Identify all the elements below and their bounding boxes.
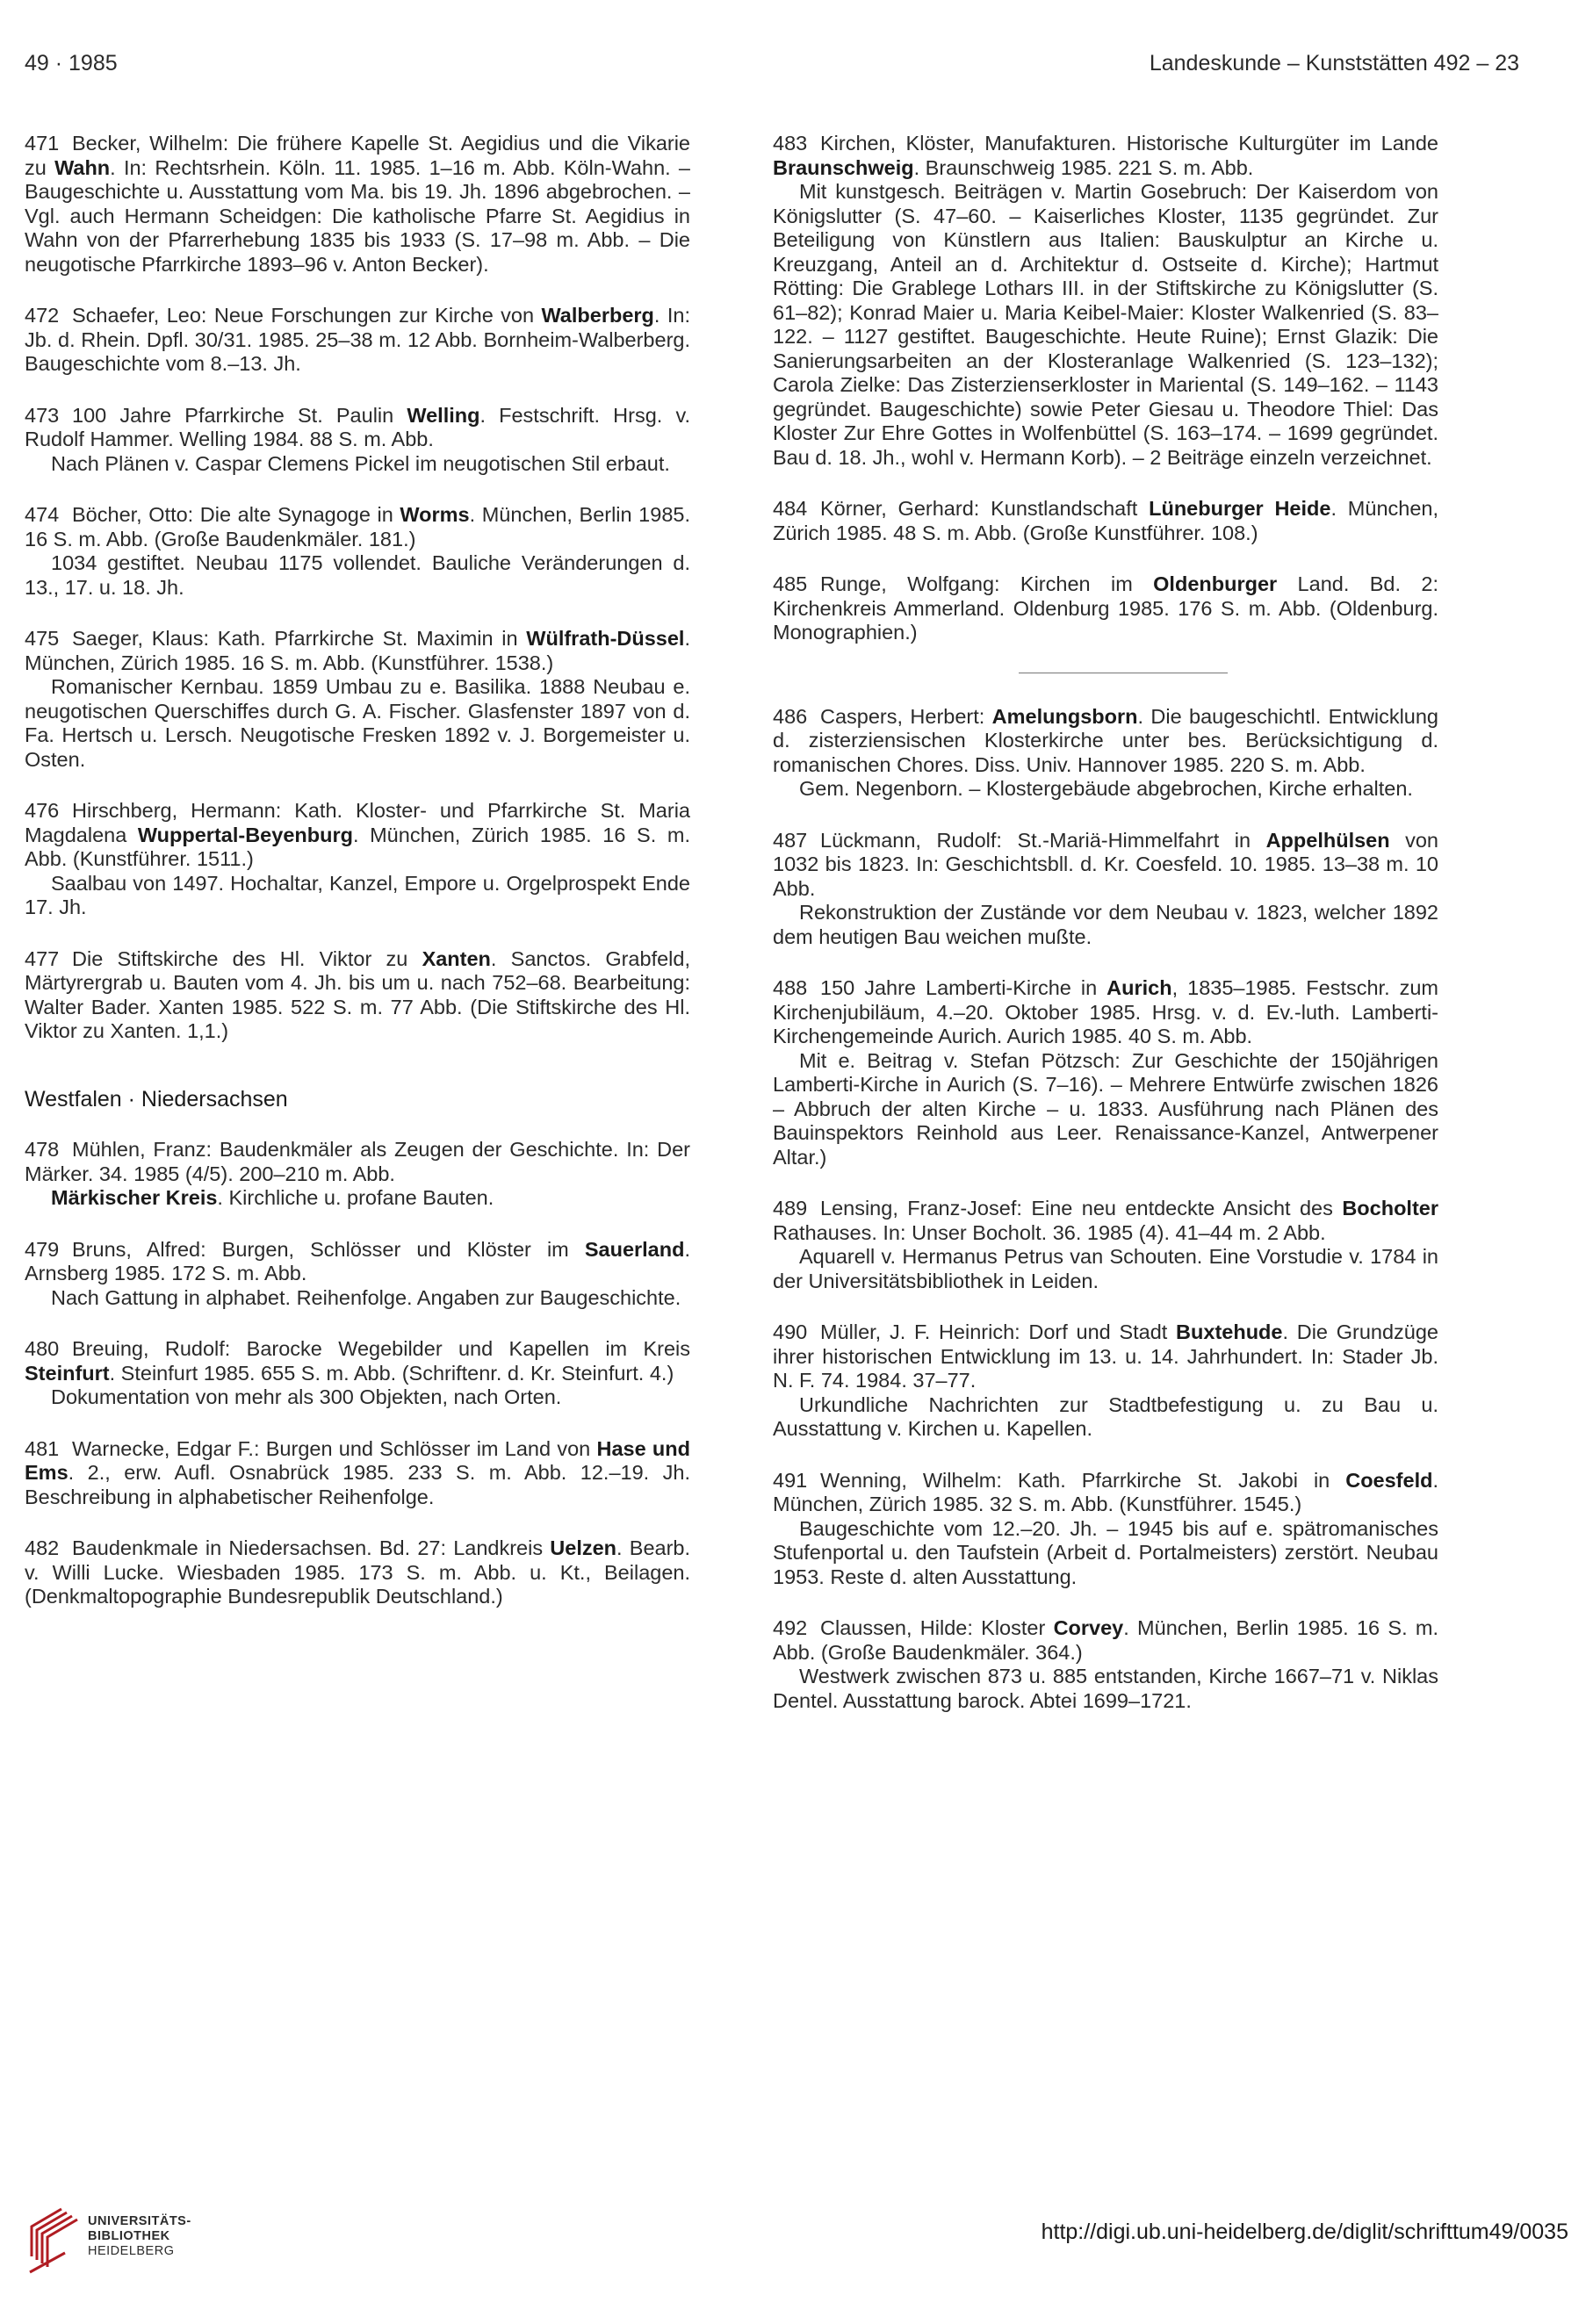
entry-citation [25, 1437, 690, 1510]
entry-text: Kirchen, Klöster, Manufakturen. Historische Kulturgüter im Lande [820, 132, 1438, 155]
place-name: Braunschweig [773, 155, 914, 179]
entry-text: Dokumentation von mehr als 300 Objekten, nach Orten. [51, 1385, 562, 1408]
entry-text: Baugeschichte vom 12.–20. Jh. – 1945 bis auf e. spätromanisches Stufenportal u. den Taufstein (Arbeit d. Portalmeisters) zerstört. Neubau 1953. Reste d. alten Ausstattung. [773, 1516, 1438, 1588]
entry-number: 476 [25, 799, 60, 822]
entry-text: . München, Zürich 1985. 48 S. m. Abb. (Große Kunstführer. 108.) [773, 497, 1438, 544]
entry-text: Land. Bd. 2: Kirchenkreis Ammerland. Oldenburg 1985. 176 S. m. Abb. (Oldenburg. Monographien.) [773, 572, 1438, 644]
entry-text: . München, Zürich 1985. 16 S. m. Abb. (Kunstführer. 1538.) [25, 627, 690, 674]
bibliography-entry [25, 1238, 690, 1311]
entry-text: Gem. Negenborn. – Klostergebäude abgebrochen, Kirche erhalten. [799, 777, 1413, 800]
bibliography-entry [25, 1138, 690, 1211]
entry-note [25, 1286, 690, 1311]
entry-citation [773, 497, 1438, 545]
entry-number: 489 [773, 1197, 808, 1220]
entry-note [25, 452, 690, 477]
bibliography-entry [773, 829, 1438, 950]
entry-text: . In: Rechtsrhein. Köln. 11. 1985. 1–16 m. Abb. Köln-Wahn. – Baugeschichte u. Ausstattung vom Ma. bis 19. Jh. 1896 abgebrochen. – Vgl. auch Hermann Scheidgen: Die katholische Pfarre St. Aegidius in Wahn von der Pfarrerhebung 1835 bis 1933 (S. 17–98 m. Abb. – Die neugotische Pfarrkirche 1893–96 v. Anton Becker). [25, 155, 690, 276]
page-header [25, 51, 1519, 81]
entry-number: 487 [773, 828, 808, 852]
entry-citation [773, 976, 1438, 1049]
entry-citation [773, 132, 1438, 180]
entry-text: Lückmann, Rudolf: St.-Mariä-Himmelfahrt in [820, 828, 1266, 852]
entry-number: 481 [25, 1436, 60, 1460]
entry-text: Nach Plänen v. Caspar Clemens Pickel im neugotischen Stil erbaut. [51, 451, 670, 475]
place-name: Sauerland [584, 1237, 685, 1261]
logo-line-3: HEIDELBERG [88, 2244, 175, 2258]
entries-rheinland [25, 132, 690, 1044]
bibliography-entry [25, 503, 690, 600]
entry-text: Breuing, Rudolf: Barocke Wegebilder und Kapellen im Kreis [72, 1337, 690, 1360]
logo-line-1: UNIVERSITÄTS- [88, 2214, 191, 2228]
bibliography-entry [773, 1197, 1438, 1293]
entry-text: . Arnsberg 1985. 172 S. m. Abb. [25, 1237, 690, 1284]
entry-number: 491 [773, 1468, 808, 1492]
entry-number: 492 [773, 1616, 808, 1639]
entries-westfalen [25, 1138, 690, 1609]
entry-number: 479 [25, 1237, 60, 1261]
bibliography-entry [773, 976, 1438, 1169]
entry-text: . Braunschweig 1985. 221 S. m. Abb. [913, 155, 1254, 179]
bibliography-entry [773, 705, 1438, 802]
place-name: Wahn [54, 155, 111, 179]
entry-text: 100 Jahre Pfarrkirche St. Paulin [72, 403, 407, 427]
place-name: Welling [407, 403, 480, 427]
bibliography-entry [773, 1616, 1438, 1713]
bibliography-entry [25, 404, 690, 477]
section-heading: Westfalen · Niedersachsen [25, 1086, 288, 1112]
bibliography-entry [25, 627, 690, 772]
entry-note [773, 1049, 1438, 1170]
header-left: 49 · 1985 [25, 51, 118, 76]
bibliography-entry [25, 799, 690, 920]
entry-citation [25, 1138, 690, 1186]
entry-text: Mühlen, Franz: Baudenkmäler als Zeugen der Geschichte. In: Der Märker. 34. 1985 (4/5). 200–210 m. Abb. [25, 1138, 690, 1185]
entry-text: , 1835–1985. Festschr. zum Kirchenjubiläum, 4.–20. Oktober 1985. Hrsg. v. d. Ev.-luth. Lamberti-Kirchengemeinde Aurich. Aurich 1985. 40 S. m. Abb. [773, 976, 1439, 1047]
logo-line-2: BIBLIOTHEK [88, 2229, 170, 2243]
entry-text: Runge, Wolfgang: Kirchen im [820, 572, 1154, 595]
entry-note [25, 675, 690, 772]
entry-citation [25, 404, 690, 452]
entry-citation [773, 705, 1438, 778]
right-column [773, 132, 1438, 1740]
library-logo[interactable] [26, 2202, 255, 2281]
entry-text: . München, Berlin 1985. 16 S. m. Abb. (Große Baudenkmäler. 181.) [25, 503, 690, 550]
entry-text: Baudenkmale in Niedersachsen. Bd. 27: Landkreis [72, 1536, 551, 1559]
entry-text: . Sanctos. Grabfeld, Märtyrergrab u. Bauten vom 4. Jh. bis um u. nach 752–68. Bearbeitung: Walter Bader. Xanten 1985. 522 S. m. 77 Abb. (Die Stiftskirche des Hl. Viktor zu Xanten. 1,1.) [25, 946, 690, 1042]
entry-text: . In: Jb. d. Rhein. Dpfl. 30/31. 1985. 25–38 m. 12 Abb. Bornheim-Walberberg. Baugeschichte vom 8.–13. Jh. [25, 304, 690, 375]
entry-number: 471 [25, 132, 60, 155]
entry-text: Wenning, Wilhelm: Kath. Pfarrkirche St. Jakobi in [820, 1468, 1346, 1492]
entry-text: Claussen, Hilde: Kloster [820, 1616, 1054, 1639]
entry-note [773, 1245, 1438, 1293]
entry-text: . 2., erw. Aufl. Osnabrück 1985. 233 S. m. Abb. 12.–19. Jh. Beschreibung in alphabetischer Reihenfolge. [25, 1461, 690, 1508]
entry-citation [773, 1469, 1438, 1517]
entry-text: Böcher, Otto: Die alte Synagoge in [72, 503, 400, 526]
place-name: Uelzen [550, 1536, 617, 1559]
entry-text: Saeger, Klaus: Kath. Pfarrkirche St. Maximin in [72, 627, 527, 650]
entry-note [25, 1186, 690, 1211]
bibliography-entry [773, 1469, 1438, 1590]
entry-note [773, 1393, 1438, 1442]
place-name: Bocholter [1342, 1197, 1438, 1220]
place-name: Coesfeld [1345, 1468, 1433, 1492]
entry-text: Romanischer Kernbau. 1859 Umbau zu e. Basilika. 1888 Neubau e. neugotischen Querschiffes durch G. A. Fischer. Glasfenster 1897 von d. Fa. Hertsch u. Lersch. Neugotische Fresken 1892 v. J. Borgemeister u. Osten. [25, 675, 690, 771]
entry-number: 472 [25, 304, 60, 327]
entry-note [773, 180, 1438, 470]
place-name: Märkischer Kreis [51, 1186, 218, 1209]
entry-citation [25, 304, 690, 377]
entry-text: . Die baugeschichtl. Entwicklung d. zisterziensischen Klosterkirche unter bes. Berücksichtigung d. romanischen Chores. Diss. Univ. Hannover 1985. 220 S. m. Abb. [773, 704, 1439, 776]
place-name: Corvey [1053, 1616, 1124, 1639]
entry-citation [773, 1320, 1438, 1393]
entry-note [25, 551, 690, 600]
entry-number: 482 [25, 1536, 60, 1559]
entry-number: 474 [25, 503, 60, 526]
entry-note [773, 1665, 1438, 1713]
entry-text: 150 Jahre Lamberti-Kirche in [820, 976, 1107, 999]
entry-text: Warnecke, Edgar F.: Burgen und Schlösser im Land von [72, 1436, 597, 1460]
entries-right-bottom [773, 705, 1438, 1714]
entry-citation [25, 627, 690, 675]
entry-text: Müller, J. F. Heinrich: Dorf und Stadt [820, 1320, 1177, 1343]
bibliography-entry [773, 132, 1438, 470]
entry-text: von 1032 bis 1823. In: Geschichtsbll. d. Kr. Coesfeld. 10. 1985. 13–38 m. 10 Abb. [773, 828, 1438, 900]
entries-right-top [773, 132, 1438, 645]
entry-note [25, 1385, 690, 1410]
entry-text: Hirschberg, Hermann: Kath. Kloster- und Pfarrkirche St. Maria Magdalena [25, 799, 690, 846]
entry-number: 477 [25, 946, 60, 970]
entry-citation [25, 503, 690, 551]
entry-note [773, 901, 1438, 949]
entry-citation [25, 1238, 690, 1286]
place-name: Xanten [422, 946, 491, 970]
entry-text: Mit kunstgesch. Beiträgen v. Martin Gosebruch: Der Kaiserdom von Königslutter (S. 47–60. – Kaiserliches Kloster, 1135 gegründet. Zur Beteiligung von Künstlern aus Italien: Bauskulptur an Kirche u. Kreuzgang, Anteil an d. Architektur d. Ostseite d. Kirche); Hartmut Rötting: Die Grablege Lothars III. in der Stiftskirche zu Königslutter (S. 61–82); Konrad Maier u. Maria Keibel-Maier: Kloster Walkenried (S. 83–122. – 1127 gestiftet. Baugeschichte. Heute Ruine); Ernst Glazik: Die Sanierungsarbeiten an der Klosteranlage Walkenried (S. 123–132); Carola Zielke: Das Zisterzienserkloster in Mariental (S. 149–162. – 1143 gegründet. Baugeschichte) sowie Peter Giesau u. Theodore Thiel: Das Kloster Zur Ehre Gottes in Wolfenbüttel (S. 163–174. – 1699 gegründet. Bau d. 18. Jh., wohl v. Hermann Korb). – 2 Beiträge einzeln verzeichnet. [773, 180, 1438, 469]
entry-text: Caspers, Herbert: [820, 704, 992, 728]
entry-text: Mit e. Beitrag v. Stefan Pötzsch: Zur Geschichte der 150jährigen Lamberti-Kirche in Aurich (S. 7–16). – Mehrere Entwürfe zwischen 1826 – Abbruch der alten Kirche – u. 1833. Ausführung nach Plänen des Bauinspektors Reinhold aus Leer. Renaissance-Kanzel, Antwerpener Altar.) [773, 1048, 1438, 1169]
entry-text: Die Stiftskirche des Hl. Viktor zu [72, 946, 422, 970]
entry-text: Bruns, Alfred: Burgen, Schlösser und Klöster im [72, 1237, 585, 1261]
entry-citation [773, 572, 1438, 645]
entry-number: 483 [773, 132, 808, 155]
bibliography-entry [773, 497, 1438, 545]
entry-number: 485 [773, 572, 808, 595]
bibliography-entry [25, 132, 690, 277]
place-name: Wülfrath-Düssel [526, 627, 685, 650]
library-logo-text [88, 2214, 191, 2259]
entry-text: . Die Grundzüge ihrer historischen Entwicklung im 13. u. 14. Jahrhundert. In: Stader Jb. N. F. 74. 1984. 37–77. [773, 1320, 1438, 1392]
entry-citation [25, 132, 690, 277]
entry-text: Aquarell v. Hermanus Petrus van Schouten. Eine Vorstudie v. 1784 in der Universitätsbibliothek in Leiden. [773, 1245, 1438, 1292]
entry-text: Schaefer, Leo: Neue Forschungen zur Kirche von [72, 304, 542, 327]
bibliography-entry [25, 1536, 690, 1609]
entry-text: . Festschrift. Hrsg. v. Rudolf Hammer. Welling 1984. 88 S. m. Abb. [25, 403, 690, 450]
place-name: Steinfurt [25, 1361, 110, 1385]
bibliography-entry [25, 304, 690, 377]
place-name: Oldenburger [1153, 572, 1278, 595]
entry-text: Körner, Gerhard: Kunstlandschaft [820, 497, 1150, 520]
entry-text: Westwerk zwischen 873 u. 885 entstanden, Kirche 1667–71 v. Niklas Dentel. Ausstattung barock. Abtei 1699–1721. [773, 1665, 1438, 1712]
header-right: Landeskunde – Kunststätten 492 – 23 [1149, 51, 1519, 76]
place-name: Appelhülsen [1265, 828, 1390, 852]
entry-note [25, 872, 690, 920]
place-name: Wuppertal-Beyenburg [137, 823, 353, 846]
entry-number: 475 [25, 627, 60, 650]
place-name: Hase und Ems [25, 1436, 690, 1484]
bibliography-entry [25, 1437, 690, 1510]
entry-text: 1034 gestiftet. Neubau 1175 vollendet. Bauliche Veränderungen d. 13., 17. u. 18. Jh. [25, 551, 690, 599]
place-name: Worms [400, 503, 470, 526]
entry-text: . Bearb. v. Willi Lucke. Wiesbaden 1985. 173 S. m. Abb. u. Kt., Beilagen. (Denkmaltopographie Bundesrepublik Deutschland.) [25, 1536, 691, 1608]
entry-note [773, 777, 1438, 802]
entry-text: Rekonstruktion der Zustände vor dem Neubau v. 1823, welcher 1892 dem heutigen Bau weichen mußte. [773, 901, 1438, 948]
entry-number: 478 [25, 1138, 60, 1161]
entry-citation [773, 829, 1438, 902]
entry-note [773, 1517, 1438, 1590]
entry-text: Nach Gattung in alphabet. Reihenfolge. Angaben zur Baugeschichte. [51, 1285, 681, 1309]
entry-number: 480 [25, 1337, 60, 1360]
place-name: Buxtehude [1176, 1320, 1283, 1343]
entry-number: 473 [25, 403, 60, 427]
bibliography-entry [25, 1337, 690, 1410]
entry-text: Saalbau von 1497. Hochaltar, Kanzel, Empore u. Orgelprospekt Ende 17. Jh. [25, 871, 690, 918]
entry-text: . München, Berlin 1985. 16 S. m. Abb. (Große Baudenkmäler. 364.) [773, 1616, 1438, 1664]
bibliography-entry [773, 1320, 1438, 1442]
place-name: Aurich [1106, 976, 1172, 999]
entry-text: . München, Zürich 1985. 32 S. m. Abb. (Kunstführer. 1545.) [773, 1468, 1438, 1515]
entry-text: Becker, Wilhelm: Die frühere Kapelle St. Aegidius und die Vikarie zu [25, 132, 690, 179]
bibliography-entry [25, 947, 690, 1044]
place-name: Amelungsborn [991, 704, 1138, 728]
entry-citation [25, 799, 690, 872]
entry-text: . München, Zürich 1985. 16 S. m. Abb. (Kunstführer. 1511.) [25, 823, 690, 870]
source-url[interactable]: http://digi.ub.uni-heidelberg.de/diglit/schrifttum49/0035 [1041, 2220, 1568, 2244]
place-name: Lüneburger Heide [1149, 497, 1331, 520]
entry-number: 484 [773, 497, 808, 520]
entry-text: Lensing, Franz-Josef: Eine neu entdeckte Ansicht des [820, 1197, 1343, 1220]
library-logo-icon [26, 2202, 79, 2281]
entry-text: Rathauses. In: Unser Bocholt. 36. 1985 (4). 41–44 m. 2 Abb. [773, 1220, 1326, 1244]
entry-number: 486 [773, 704, 808, 728]
entry-citation [25, 1536, 690, 1609]
entry-number: 488 [773, 976, 808, 999]
entry-citation [773, 1616, 1438, 1665]
place-name: Walberberg [541, 304, 654, 327]
entry-text: Urkundliche Nachrichten zur Stadtbefestigung u. zu Bau u. Ausstattung v. Kirchen u. Kapellen. [773, 1392, 1438, 1440]
entry-citation [25, 947, 690, 1044]
entry-text: . Steinfurt 1985. 655 S. m. Abb. (Schriftenr. d. Kr. Steinfurt. 4.) [109, 1361, 674, 1385]
entry-text: . Kirchliche u. profane Bauten. [217, 1186, 494, 1209]
entry-number: 490 [773, 1320, 808, 1343]
entry-citation [25, 1337, 690, 1385]
bibliography-entry [773, 572, 1438, 645]
left-column [25, 132, 690, 1637]
entry-citation [773, 1197, 1438, 1245]
